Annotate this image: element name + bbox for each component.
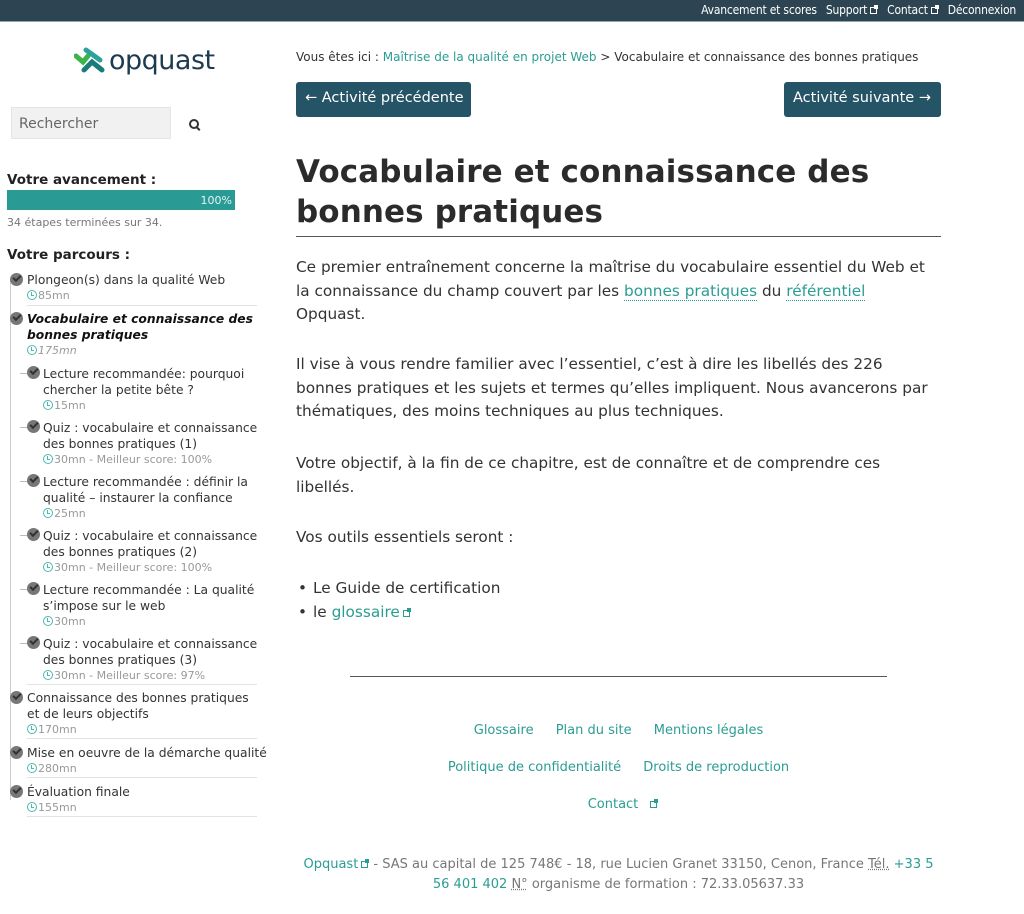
clock-icon: [27, 802, 37, 812]
clock-icon: [43, 454, 53, 464]
opquast-logo[interactable]: [74, 44, 215, 76]
completed-check-icon: [27, 420, 40, 433]
footer-link-mentions-legales[interactable]: Mentions légales: [653, 723, 764, 738]
footer-link-contact[interactable]: [579, 797, 659, 812]
footer-link-glossaire[interactable]: Glossaire: [473, 723, 534, 738]
glossaire-link[interactable]: [332, 603, 411, 621]
clock-icon: [43, 562, 53, 572]
progress-note: 34 étapes terminées sur 34.: [7, 216, 163, 229]
opquast-link-label: Opquast: [303, 857, 359, 872]
completed-check-icon: [10, 312, 23, 325]
progress-bar: [7, 190, 235, 210]
title-divider: [296, 236, 941, 237]
item-title: Lecture recommandée: pourquoi chercher la petite bête ?: [43, 367, 245, 397]
bonnes-pratiques-link[interactable]: bonnes pratiques: [624, 281, 758, 300]
text: Ce premier entraînement concerne la maîtrise du vocabulaire essentiel du Web et la connaissance du champ couvert par les: [296, 258, 925, 300]
tel-abbr: Tél.: [868, 857, 890, 872]
item-meta: [43, 507, 258, 521]
next-activity-button[interactable]: Activité suivante →: [784, 82, 941, 117]
legal-text: organisme de formation : 72.33.05637.33: [527, 877, 805, 892]
breadcrumb-separator: >: [600, 50, 611, 64]
item-duration: 25mn: [54, 507, 86, 520]
completed-check-icon: [10, 691, 23, 704]
previous-activity-button[interactable]: ← Activité précédente: [296, 82, 471, 117]
search-icon[interactable]: [184, 114, 204, 134]
parcours-subitem[interactable]: [43, 474, 258, 521]
tree-line: [10, 280, 11, 800]
referentiel-link[interactable]: référentiel: [786, 281, 866, 300]
item-title: Évaluation finale: [27, 785, 130, 799]
item-title: Plongeon(s) dans la qualité Web: [27, 273, 226, 287]
clock-icon: [43, 616, 53, 626]
footer-divider: [350, 676, 887, 677]
footer-link-droits-reproduction[interactable]: Droits de reproduction: [643, 760, 790, 775]
external-link-icon: [870, 5, 878, 13]
glossaire-link-label: glossaire: [331, 603, 400, 621]
top-bar: [0, 0, 1024, 22]
clock-icon: [27, 290, 37, 300]
clock-icon: [27, 345, 37, 355]
item-meta: [43, 561, 258, 575]
parcours-item[interactable]: [27, 272, 259, 303]
external-link-icon: [650, 799, 658, 807]
nav-link-avancement[interactable]: Avancement et scores: [701, 3, 817, 17]
top-nav: [701, 3, 1016, 17]
item-title: Quiz : vocabulaire et connaissance des bonnes pratiques (2): [43, 529, 258, 559]
item-duration: 30mn: [54, 615, 86, 628]
nav-link-contact[interactable]: [887, 3, 939, 17]
text: du: [757, 281, 787, 300]
tools-list: [298, 576, 500, 624]
completed-check-icon: [27, 582, 40, 595]
page-title: Vocabulaire et connaissance des bonnes pratiques: [296, 154, 870, 230]
item-meta: [27, 289, 259, 303]
item-duration: 30mn - Meilleur score: 97%: [54, 669, 206, 682]
footer-link-contact-label: Contact: [587, 797, 639, 812]
item-title: Quiz : vocabulaire et connaissance des bonnes pratiques (1): [43, 421, 258, 451]
breadcrumb-current: Vocabulaire et connaissance des bonnes pratiques: [614, 50, 919, 64]
progress-heading: Votre avancement :: [7, 172, 157, 188]
item-meta: [43, 399, 258, 413]
parcours-item[interactable]: [27, 690, 259, 737]
item-meta: [43, 615, 258, 629]
item-meta: [27, 762, 267, 776]
item-meta: [27, 344, 259, 358]
item-meta: [43, 669, 258, 683]
divider: [27, 738, 257, 739]
nav-link-support-label: Support: [825, 3, 868, 17]
completed-check-icon: [10, 785, 23, 798]
completed-check-icon: [27, 366, 40, 379]
clock-icon: [43, 400, 53, 410]
search-input[interactable]: Rechercher: [11, 107, 171, 139]
parcours-subitem[interactable]: [43, 582, 258, 629]
item-meta: [43, 453, 258, 467]
intro-paragraph: [296, 256, 936, 327]
legal-info: [296, 855, 941, 895]
paragraph-4: Vos outils essentiels seront :: [296, 528, 514, 546]
logo-mark-icon: [74, 46, 106, 74]
completed-check-icon: [10, 746, 23, 759]
item-duration: 15mn: [54, 399, 86, 412]
parcours-subitem[interactable]: [43, 636, 258, 683]
text: le: [313, 603, 332, 621]
footer-links-row-2: [296, 760, 941, 775]
item-meta: [27, 723, 259, 737]
numero-abbr: N°: [511, 877, 528, 892]
item-title: Mise en oeuvre de la démarche qualité: [27, 746, 267, 760]
footer-links-row-3: [296, 797, 941, 812]
item-duration: 30mn - Meilleur score: 100%: [54, 561, 213, 574]
logo-text: opquast: [109, 44, 215, 76]
clock-icon: [27, 724, 37, 734]
parcours-subitem[interactable]: [43, 366, 258, 413]
item-duration: 155mn: [38, 801, 77, 814]
item-duration: 170mn: [38, 723, 77, 736]
item-duration: 30mn - Meilleur score: 100%: [54, 453, 213, 466]
divider: [27, 777, 257, 778]
completed-check-icon: [10, 273, 23, 286]
divider: [27, 305, 257, 306]
completed-check-icon: [27, 636, 40, 649]
completed-check-icon: [27, 474, 40, 487]
tools-list-item: [298, 600, 500, 624]
progress-percent: 100%: [200, 194, 232, 207]
item-title: Quiz : vocabulaire et connaissance des bonnes pratiques (3): [43, 637, 258, 667]
tools-list-item: • Le Guide de certification: [298, 576, 500, 600]
item-duration: 175mn: [38, 344, 77, 357]
breadcrumb: [296, 50, 918, 64]
breadcrumb-parent-link[interactable]: Maîtrise de la qualité en projet Web: [382, 50, 597, 64]
paragraph-3: Votre objectif, à la fin de ce chapitre, est de connaître et de comprendre ces libellés.: [296, 454, 881, 496]
nav-link-support[interactable]: [826, 3, 878, 17]
parcours-item[interactable]: [27, 745, 267, 776]
nav-link-contact-label: Contact: [887, 3, 928, 17]
breadcrumb-prefix: Vous êtes ici :: [296, 50, 379, 64]
clock-icon: [27, 763, 37, 773]
parcours-item-current[interactable]: [27, 311, 259, 358]
divider: [27, 684, 257, 685]
opquast-link[interactable]: [303, 857, 369, 872]
parcours-heading: Votre parcours :: [7, 247, 131, 263]
item-title: Vocabulaire et connaissance des bonnes pratiques: [27, 312, 253, 342]
external-link-icon: [361, 859, 369, 867]
item-title: Lecture recommandée : définir la qualité – instaurer la confiance: [43, 475, 248, 505]
item-duration: 280mn: [38, 762, 77, 775]
completed-check-icon: [27, 528, 40, 541]
item-title: Connaissance des bonnes pratiques et de leurs objectifs: [27, 691, 249, 721]
footer-links-row-1: [296, 723, 941, 738]
item-duration: 85mn: [38, 289, 70, 302]
parcours-subitem[interactable]: [43, 528, 258, 575]
nav-link-logout[interactable]: Déconnexion: [947, 3, 1016, 17]
item-meta: [27, 801, 259, 815]
clock-icon: [43, 508, 53, 518]
phone-link[interactable]: +33 5 56 401 402: [432, 857, 934, 892]
external-link-icon: [403, 608, 411, 616]
clock-icon: [43, 670, 53, 680]
footer-link-plan-du-site[interactable]: Plan du site: [555, 723, 632, 738]
divider: [27, 816, 257, 817]
footer-link-politique-confidentialite[interactable]: Politique de confidentialité: [447, 760, 622, 775]
text: Opquast.: [296, 305, 366, 323]
legal-text: - SAS au capital de 125 748€ - 18, rue Lucien Granet 33150, Cenon, France: [369, 857, 869, 872]
parcours-subitem[interactable]: [43, 420, 258, 467]
paragraph-2: Il vise à vous rendre familier avec l’essentiel, c’est à dire les libellés des 226 bonnes pratiques et les sujets et termes qu’elles impliquent. Nous avancerons par thématiques, des moins techniques au plus techniques.: [296, 355, 928, 420]
external-link-icon: [931, 5, 939, 13]
item-title: Lecture recommandée : La qualité s’impose sur le web: [43, 583, 255, 613]
parcours-item[interactable]: [27, 784, 259, 815]
